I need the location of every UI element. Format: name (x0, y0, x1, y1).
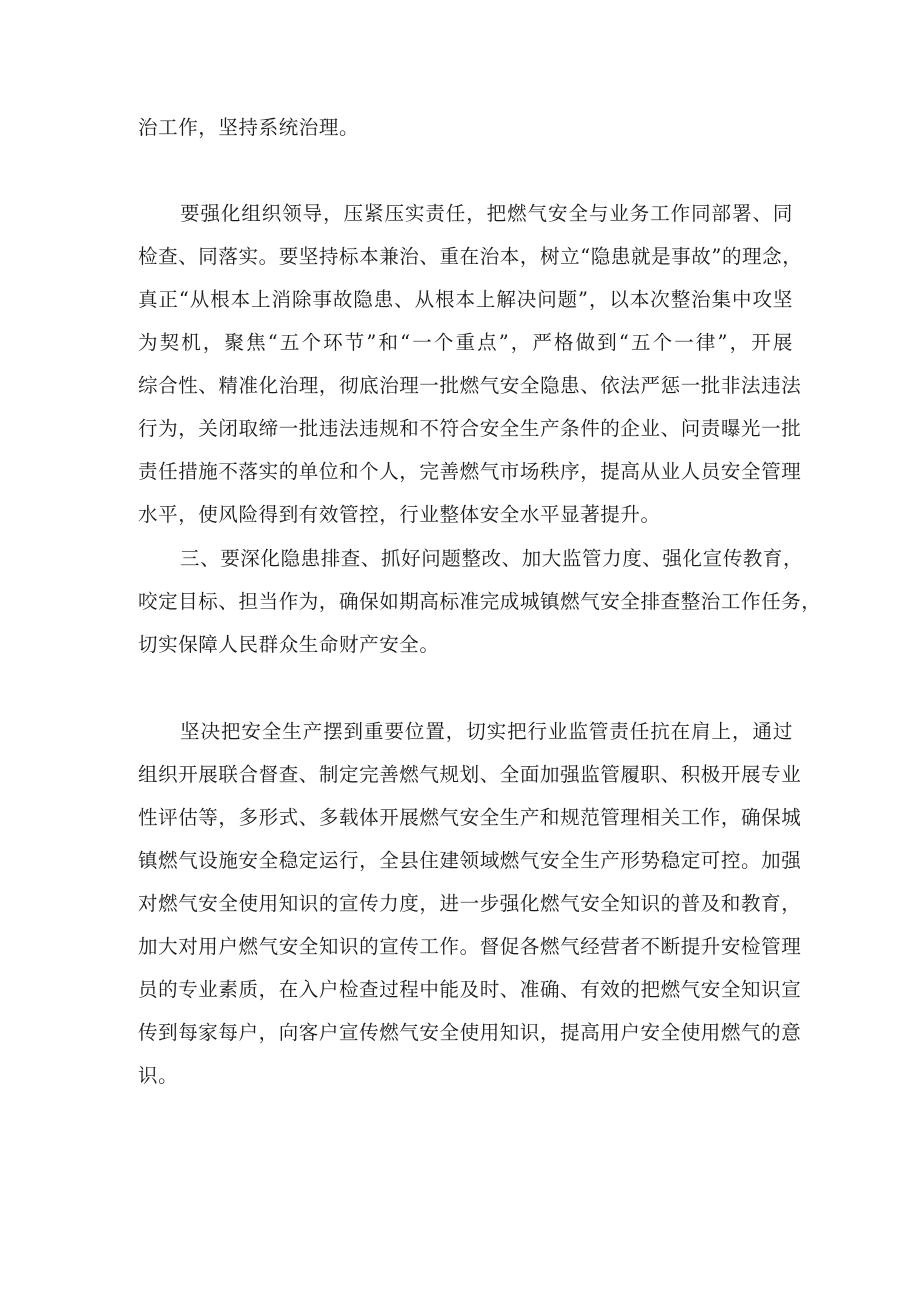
paragraph-line: 行为，关闭取缔一批违法违规和不符合安全生产条件的企业、问责曝光一批 (138, 417, 802, 440)
paragraph-4 (138, 710, 802, 1097)
paragraph-line: 为契机，聚焦“五个环节”和“一个重点”，严格做到“五个一律”，开展 (138, 331, 793, 354)
paragraph-line: 性评估等，多形式、多载体开展燃气安全生产和规范管理相关工作，确保城 (138, 806, 802, 829)
paragraph-line: 识。 (138, 1064, 179, 1087)
paragraph-3 (138, 537, 822, 666)
paragraph-line: 对燃气安全使用知识的宣传力度，进一步强化燃气安全知识的普及和教育， (138, 892, 802, 915)
paragraph-line: 综合性、精准化治理，彻底治理一批燃气安全隐患、依法严惩一批非法违法 (138, 374, 802, 397)
paragraph-line: 要强化组织领导，压紧压实责任，把燃气安全与业务工作同部署、同 (180, 202, 793, 225)
paragraph-line: 水平，使风险得到有效管控，行业整体安全水平显著提升。 (138, 503, 661, 526)
paragraph-line: 真正“从根本上消除事故隐患、从根本上解决问题”，以本次整治集中攻坚 (138, 288, 793, 311)
paragraph-line: 员的专业素质，在入户检查过程中能及时、准确、有效的把燃气安全知识宣 (138, 978, 802, 1001)
paragraph-line: 传到每家每户，向客户宣传燃气安全使用知识，提高用户安全使用燃气的意 (138, 1021, 802, 1044)
paragraph-line: 切实保障人民群众生命财产安全。 (138, 633, 440, 656)
paragraph-line: 加大对用户燃气安全知识的宣传工作。督促各燃气经营者不断提升安检管理 (138, 935, 802, 958)
paragraph-line: 镇燃气设施安全稳定运行，全县住建领域燃气安全生产形势稳定可控。加强 (138, 849, 802, 872)
paragraph-1 (138, 106, 793, 149)
paragraph-2 (138, 192, 803, 536)
paragraph-line: 三、要深化隐患排查、抓好问题整改、加大监管力度、强化宣传教育， (180, 547, 804, 570)
paragraph-line: 检查、同落实。要坚持标本兼治、重在治本，树立“隐患就是事故”的理念， (138, 245, 803, 268)
paragraph-line: 责任措施不落实的单位和个人，完善燃气市场秩序，提高从业人员安全管理 (138, 460, 802, 483)
paragraph-line: 组织开展联合督查、制定完善燃气规划、全面加强监管履职、积极开展专业 (138, 763, 802, 786)
paragraph-line: 咬定目标、担当作为，确保如期高标准完成城镇燃气安全排查整治工作任务， (138, 590, 822, 613)
paragraph-line: 坚决把安全生产摆到重要位置，切实把行业监管责任抗在肩上，通过 (180, 720, 793, 743)
paragraph-line: 治工作，坚持系统治理。 (138, 116, 360, 139)
